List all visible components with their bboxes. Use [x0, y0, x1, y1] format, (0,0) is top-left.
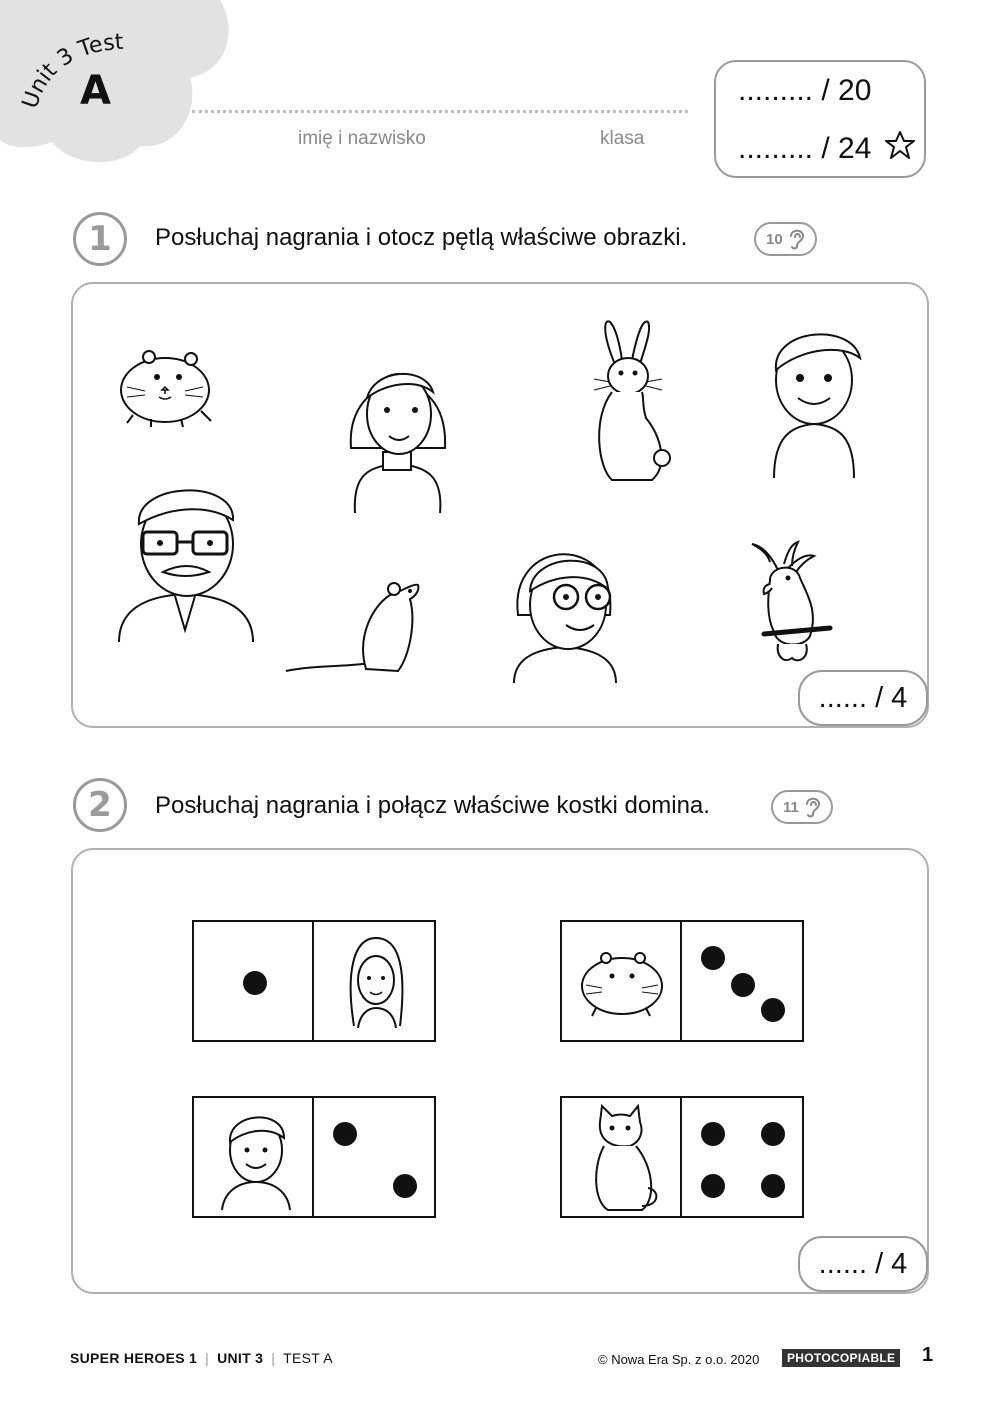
- domino-cat: [562, 1098, 682, 1216]
- domino-girl: [314, 922, 434, 1040]
- name-line[interactable]: [192, 110, 688, 113]
- class-label: klasa: [600, 128, 645, 149]
- score-bonus-row: [738, 130, 916, 166]
- footer-title: SUPER HEROES 1: [70, 1350, 198, 1366]
- score-box: [714, 60, 926, 178]
- rat-picture[interactable]: [286, 575, 432, 681]
- star-icon: [884, 130, 916, 162]
- domino-4[interactable]: [560, 1096, 804, 1218]
- domino-1[interactable]: [192, 920, 436, 1042]
- girl-picture[interactable]: [345, 348, 450, 514]
- cat-icon: [584, 1102, 664, 1216]
- track-number: 10: [766, 230, 783, 248]
- boy-icon: [218, 1108, 294, 1212]
- exercise-1-track-badge[interactable]: [754, 222, 817, 256]
- ear-icon: [787, 227, 807, 251]
- domino-pip: [761, 1174, 785, 1198]
- domino-pip: [701, 946, 725, 970]
- test-letter: A: [80, 68, 111, 114]
- page-number: 1: [922, 1344, 934, 1366]
- domino-dots-2: [314, 1098, 434, 1216]
- domino-pip: [761, 1122, 785, 1146]
- footer-test: TEST A: [283, 1350, 333, 1366]
- domino-hamster: [562, 922, 682, 1040]
- grandmother-picture[interactable]: [510, 535, 620, 685]
- grandfather-picture[interactable]: [115, 480, 257, 644]
- domino-pip: [761, 998, 785, 1022]
- exercise-1-instruction: Posłuchaj nagrania i otocz pętlą właściwe obrazki.: [155, 224, 688, 251]
- domino-dots-4: [682, 1098, 802, 1216]
- domino-dots-3: [682, 922, 802, 1040]
- domino-pip: [731, 973, 755, 997]
- exercise-1-score[interactable]: ...... / 4: [798, 670, 928, 726]
- exercise-2-number: 2: [73, 778, 127, 832]
- hamster-picture[interactable]: [115, 345, 217, 430]
- exercise-2-panel: [71, 848, 929, 1294]
- domino-pip: [701, 1174, 725, 1198]
- girl-icon: [344, 936, 408, 1030]
- domino-boy: [194, 1098, 314, 1216]
- ear-icon: [803, 795, 823, 819]
- exercise-2-score[interactable]: ...... / 4: [798, 1236, 928, 1292]
- exercise-2-instruction: Posłuchaj nagrania i połącz właściwe kostki domina.: [155, 792, 710, 819]
- svg-text:Unit 3 Test: Unit 3 Test: [17, 29, 125, 112]
- cockatoo-picture[interactable]: [748, 540, 832, 666]
- exercise-2-track-badge[interactable]: [771, 790, 833, 824]
- score-bonus: ......... / 24: [738, 132, 872, 165]
- domino-pip: [243, 971, 267, 995]
- boy-picture[interactable]: [762, 318, 868, 484]
- domino-pip: [393, 1174, 417, 1198]
- name-label: imię i nazwisko: [298, 128, 426, 149]
- photocopiable-badge: PHOTOCOPIABLE: [782, 1349, 900, 1367]
- footer-copyright: © Nowa Era Sp. z o.o. 2020: [598, 1352, 760, 1367]
- footer-unit: UNIT 3: [217, 1350, 264, 1366]
- domino-3[interactable]: [192, 1096, 436, 1218]
- footer-series: SUPER HEROES 1 | UNIT 3 | TEST A: [70, 1350, 333, 1366]
- domino-pip: [333, 1122, 357, 1146]
- score-total: ......... / 20: [738, 74, 872, 107]
- domino-2[interactable]: [560, 920, 804, 1042]
- domino-dots-1: [194, 922, 314, 1040]
- exercise-1-number: 1: [73, 212, 127, 266]
- domino-pip: [701, 1122, 725, 1146]
- rabbit-picture[interactable]: [592, 318, 672, 486]
- hamster-icon: [576, 946, 668, 1020]
- track-number: 11: [783, 798, 799, 816]
